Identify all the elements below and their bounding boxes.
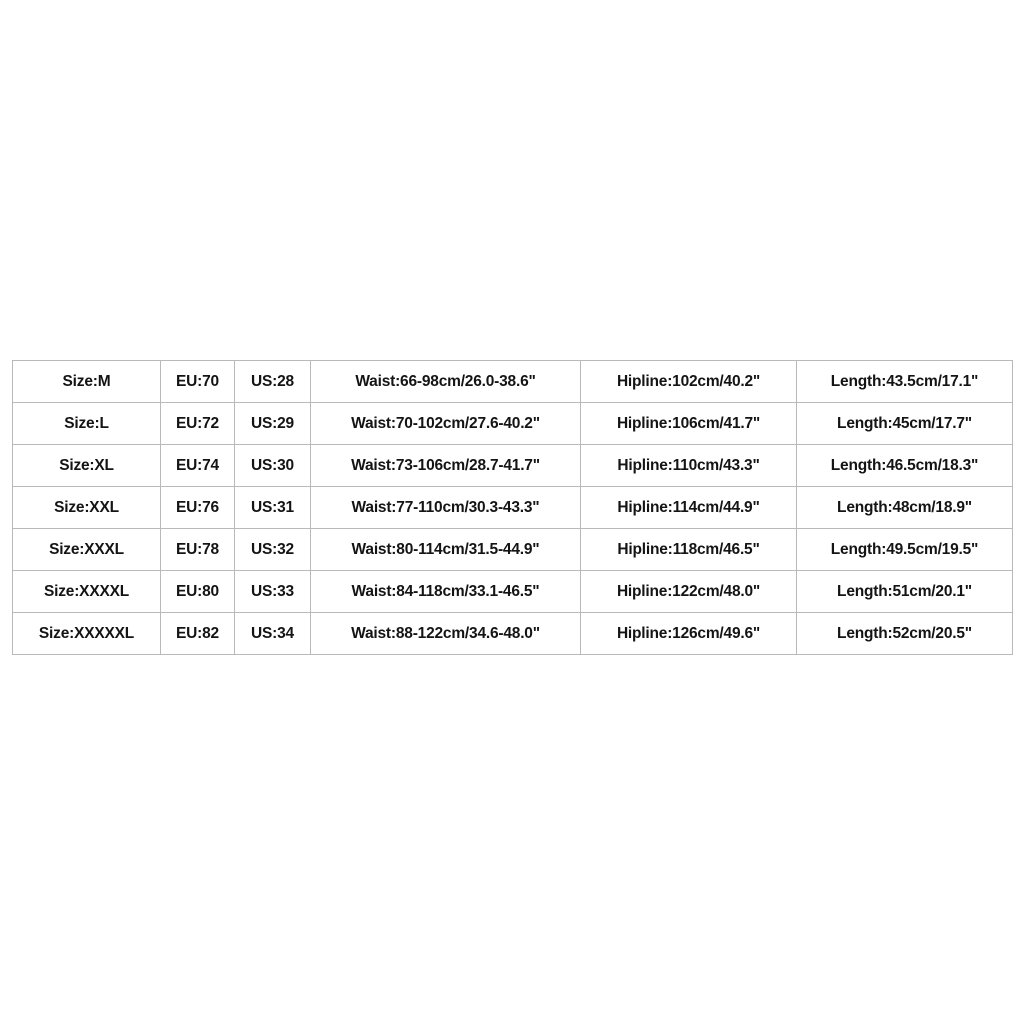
cell-length: Length:48cm/18.9" — [797, 487, 1013, 529]
cell-us: US:28 — [235, 361, 311, 403]
size-chart-container — [12, 360, 1012, 655]
cell-eu: EU:78 — [161, 529, 235, 571]
cell-hipline: Hipline:122cm/48.0" — [581, 571, 797, 613]
table-row — [13, 445, 1013, 487]
cell-eu: EU:70 — [161, 361, 235, 403]
table-row — [13, 361, 1013, 403]
cell-size: Size:XXXXL — [13, 571, 161, 613]
cell-hipline: Hipline:102cm/40.2" — [581, 361, 797, 403]
cell-eu: EU:74 — [161, 445, 235, 487]
table-row — [13, 571, 1013, 613]
cell-size: Size:XL — [13, 445, 161, 487]
cell-eu: EU:76 — [161, 487, 235, 529]
cell-us: US:29 — [235, 403, 311, 445]
table-row — [13, 613, 1013, 655]
cell-eu: EU:82 — [161, 613, 235, 655]
cell-us: US:31 — [235, 487, 311, 529]
cell-eu: EU:80 — [161, 571, 235, 613]
cell-us: US:33 — [235, 571, 311, 613]
cell-waist: Waist:66-98cm/26.0-38.6" — [311, 361, 581, 403]
cell-us: US:34 — [235, 613, 311, 655]
cell-hipline: Hipline:114cm/44.9" — [581, 487, 797, 529]
cell-waist: Waist:73-106cm/28.7-41.7" — [311, 445, 581, 487]
cell-hipline: Hipline:126cm/49.6" — [581, 613, 797, 655]
cell-waist: Waist:84-118cm/33.1-46.5" — [311, 571, 581, 613]
cell-size: Size:XXXXXL — [13, 613, 161, 655]
cell-waist: Waist:70-102cm/27.6-40.2" — [311, 403, 581, 445]
cell-length: Length:45cm/17.7" — [797, 403, 1013, 445]
cell-size: Size:XXL — [13, 487, 161, 529]
table-row — [13, 403, 1013, 445]
cell-hipline: Hipline:106cm/41.7" — [581, 403, 797, 445]
cell-waist: Waist:77-110cm/30.3-43.3" — [311, 487, 581, 529]
cell-hipline: Hipline:118cm/46.5" — [581, 529, 797, 571]
cell-us: US:32 — [235, 529, 311, 571]
cell-length: Length:46.5cm/18.3" — [797, 445, 1013, 487]
cell-size: Size:M — [13, 361, 161, 403]
table-row — [13, 529, 1013, 571]
cell-waist: Waist:80-114cm/31.5-44.9" — [311, 529, 581, 571]
cell-size: Size:XXXL — [13, 529, 161, 571]
cell-size: Size:L — [13, 403, 161, 445]
cell-length: Length:51cm/20.1" — [797, 571, 1013, 613]
cell-us: US:30 — [235, 445, 311, 487]
cell-length: Length:49.5cm/19.5" — [797, 529, 1013, 571]
table-row — [13, 487, 1013, 529]
cell-eu: EU:72 — [161, 403, 235, 445]
cell-waist: Waist:88-122cm/34.6-48.0" — [311, 613, 581, 655]
size-chart-table — [12, 360, 1013, 655]
cell-length: Length:43.5cm/17.1" — [797, 361, 1013, 403]
cell-length: Length:52cm/20.5" — [797, 613, 1013, 655]
cell-hipline: Hipline:110cm/43.3" — [581, 445, 797, 487]
